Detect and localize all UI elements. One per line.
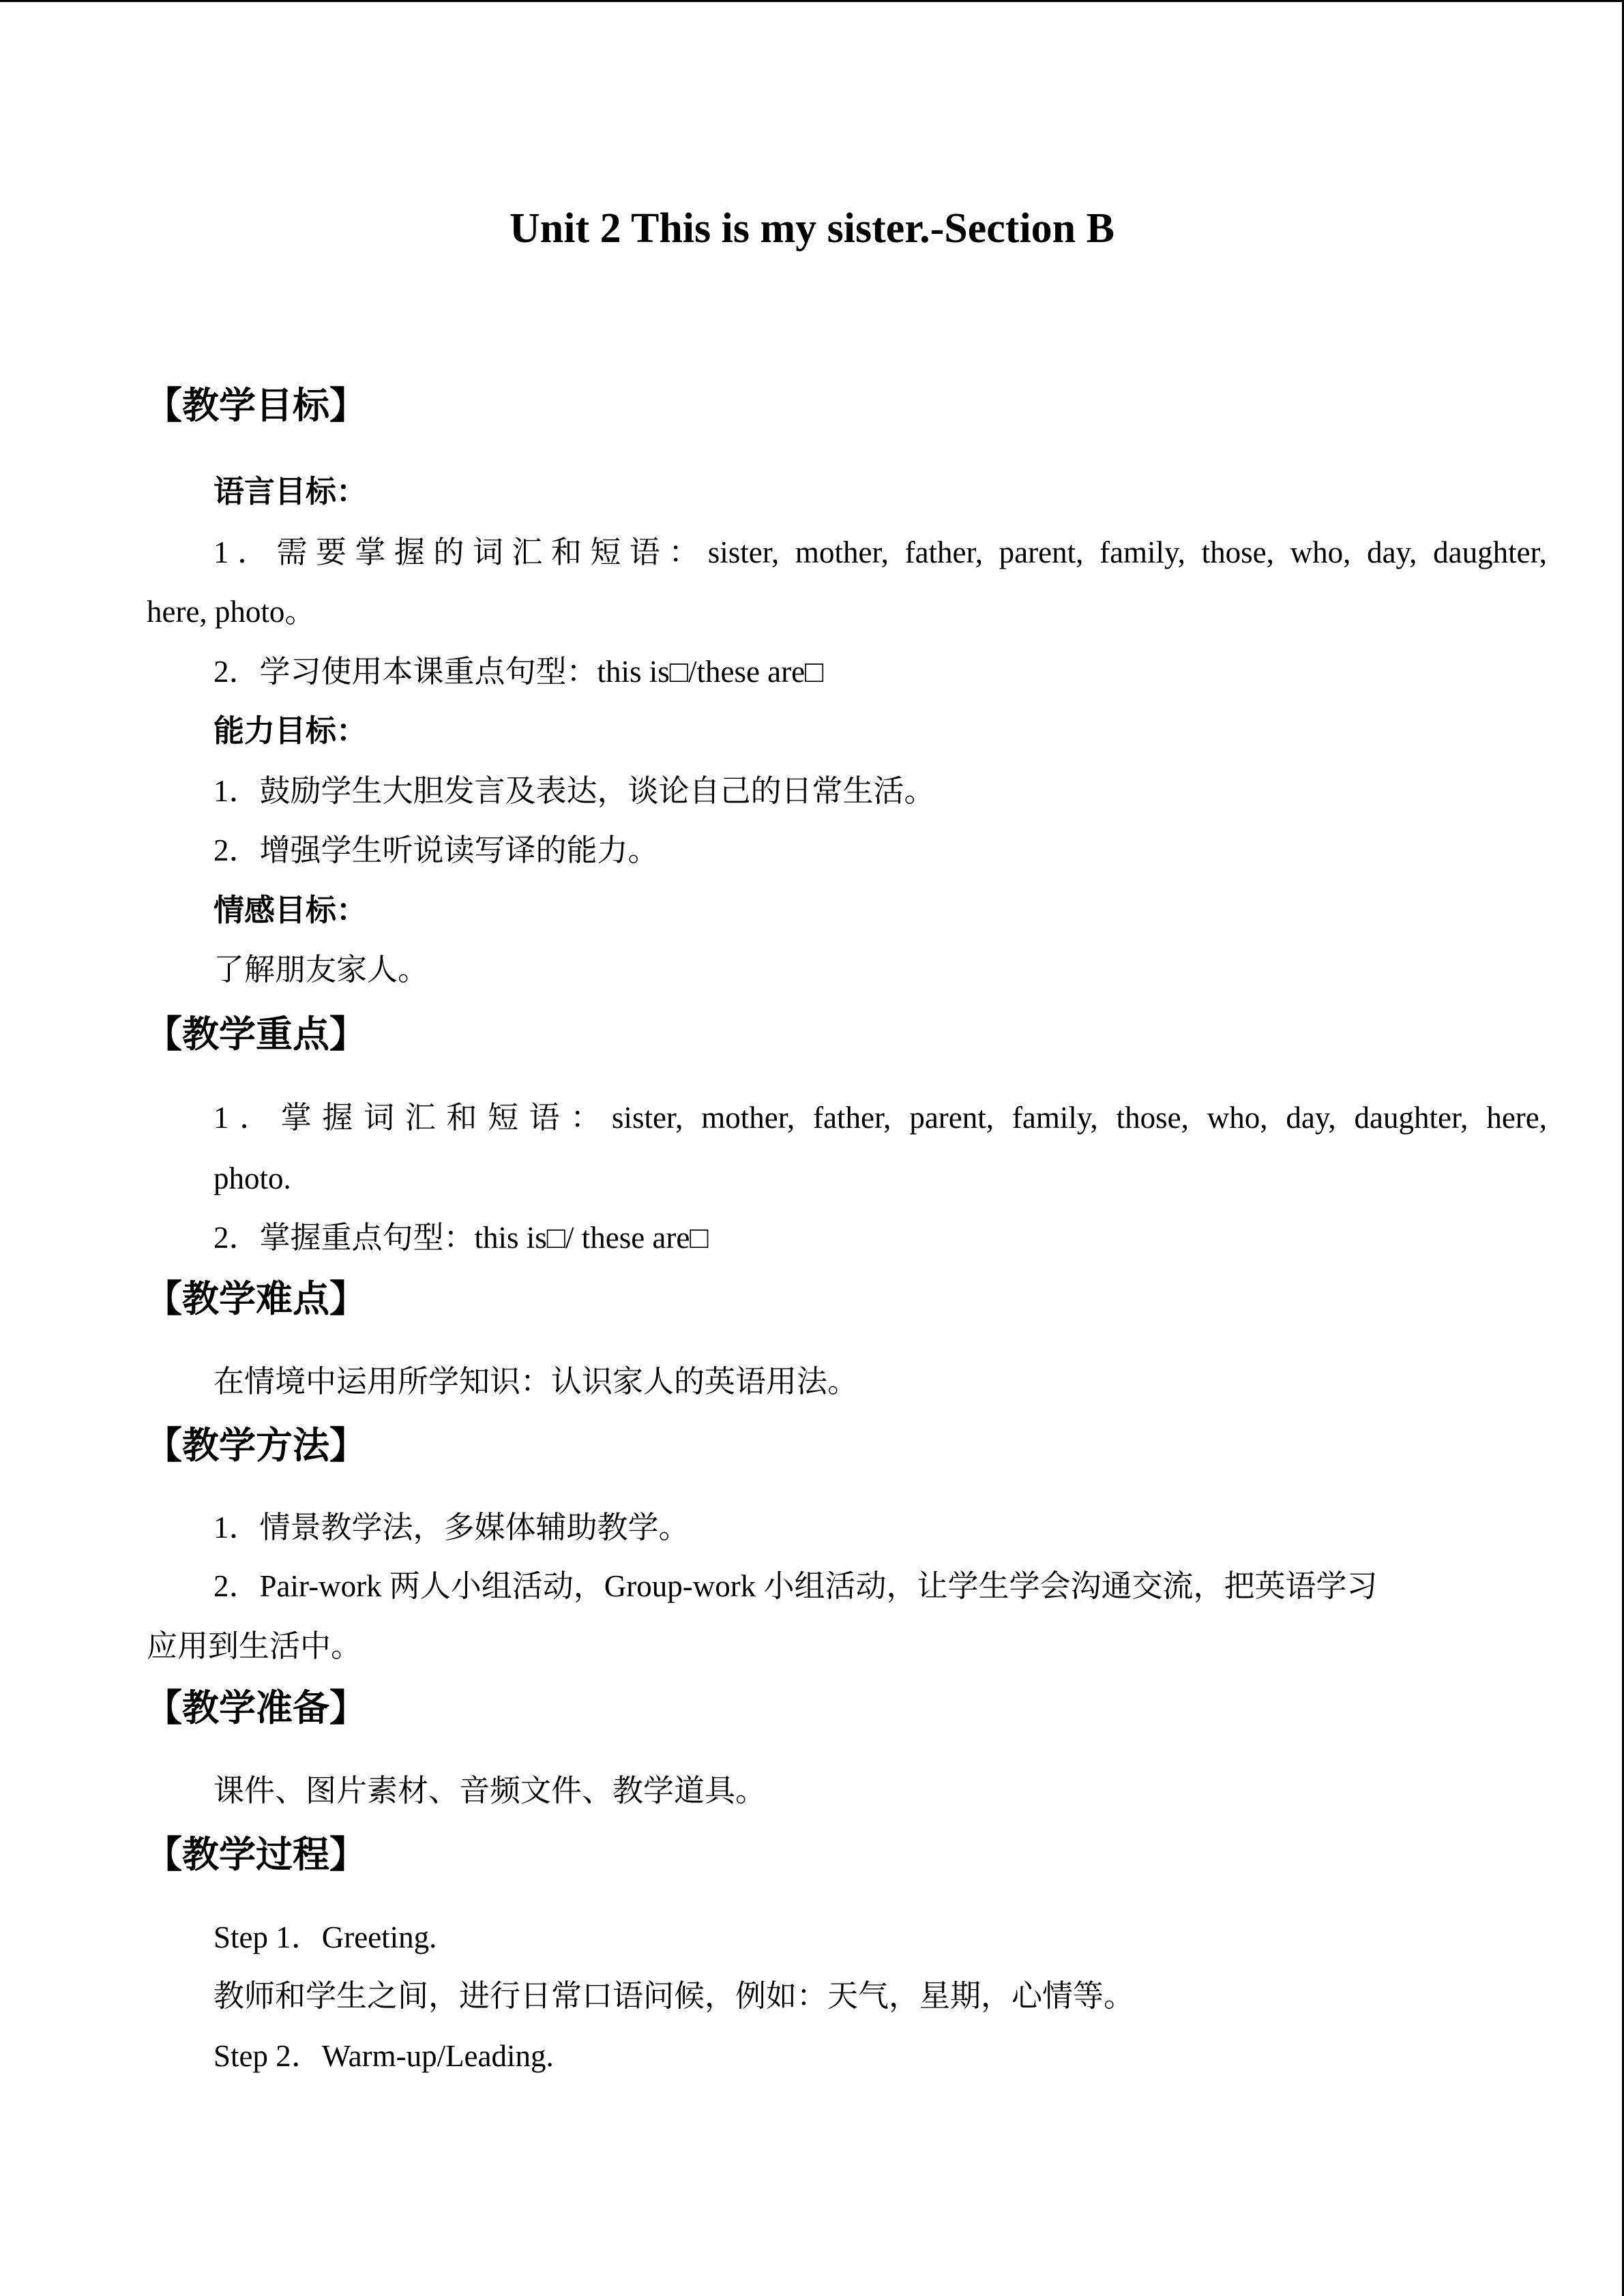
language-goal-1: 1．需要掌握的词汇和短语：sister, mother, father, parent, family, those, who, day, daughter, bbox=[213, 535, 1547, 569]
label-emotion-goals: 情感目标： bbox=[213, 893, 368, 927]
ability-goal-2: 2．增强学生听说读写译的能力。 bbox=[213, 833, 659, 867]
key-point-1: 1．掌握词汇和短语：sister, mother, father, parent, family, those, who, day, daughter, here, bbox=[213, 1101, 1547, 1135]
ability-goal-1: 1．鼓励学生大胆发言及表达，谈论自己的日常生活。 bbox=[213, 774, 935, 808]
process-step-2: Step 2．Warm-up/Leading. bbox=[213, 2039, 554, 2073]
heading-preparation: 【教学准备】 bbox=[145, 1688, 366, 1729]
heading-difficulties: 【教学难点】 bbox=[145, 1279, 366, 1320]
heading-teaching-goals: 【教学目标】 bbox=[145, 385, 366, 426]
method-2: 2．Pair-work 两人小组活动，Group-work 小组活动，让学生学会沟通交流，把英语学习 bbox=[213, 1569, 1378, 1603]
heading-key-points: 【教学重点】 bbox=[145, 1014, 366, 1055]
difficulty-1: 在情境中运用所学知识：认识家人的英语用法。 bbox=[213, 1365, 859, 1399]
top-border-line bbox=[0, 0, 1624, 2]
process-step-1: Step 1．Greeting. bbox=[213, 1920, 437, 1954]
heading-process: 【教学过程】 bbox=[145, 1834, 366, 1875]
emotion-goal-1: 了解朋友家人。 bbox=[213, 953, 429, 987]
label-language-goals: 语言目标： bbox=[213, 475, 368, 509]
method-2-cont: 应用到生活中。 bbox=[147, 1629, 362, 1663]
document-title: Unit 2 This is my sister.-Section B bbox=[509, 205, 1115, 252]
method-1: 1．情景教学法，多媒体辅助教学。 bbox=[213, 1510, 690, 1545]
language-goal-1-cont: here, photo。 bbox=[147, 595, 316, 629]
process-step-1-desc: 教师和学生之间，进行日常口语问候，例如：天气，星期，心情等。 bbox=[213, 1979, 1135, 2013]
key-point-1-cont: photo. bbox=[213, 1161, 291, 1195]
heading-methods: 【教学方法】 bbox=[145, 1425, 366, 1466]
key-point-2: 2．掌握重点句型：this is□/ these are□ bbox=[213, 1221, 709, 1255]
language-goal-2: 2．学习使用本课重点句型：this is□/these are□ bbox=[213, 655, 824, 689]
preparation-1: 课件、图片素材、音频文件、教学道具。 bbox=[213, 1774, 767, 1808]
label-ability-goals: 能力目标： bbox=[213, 714, 368, 748]
